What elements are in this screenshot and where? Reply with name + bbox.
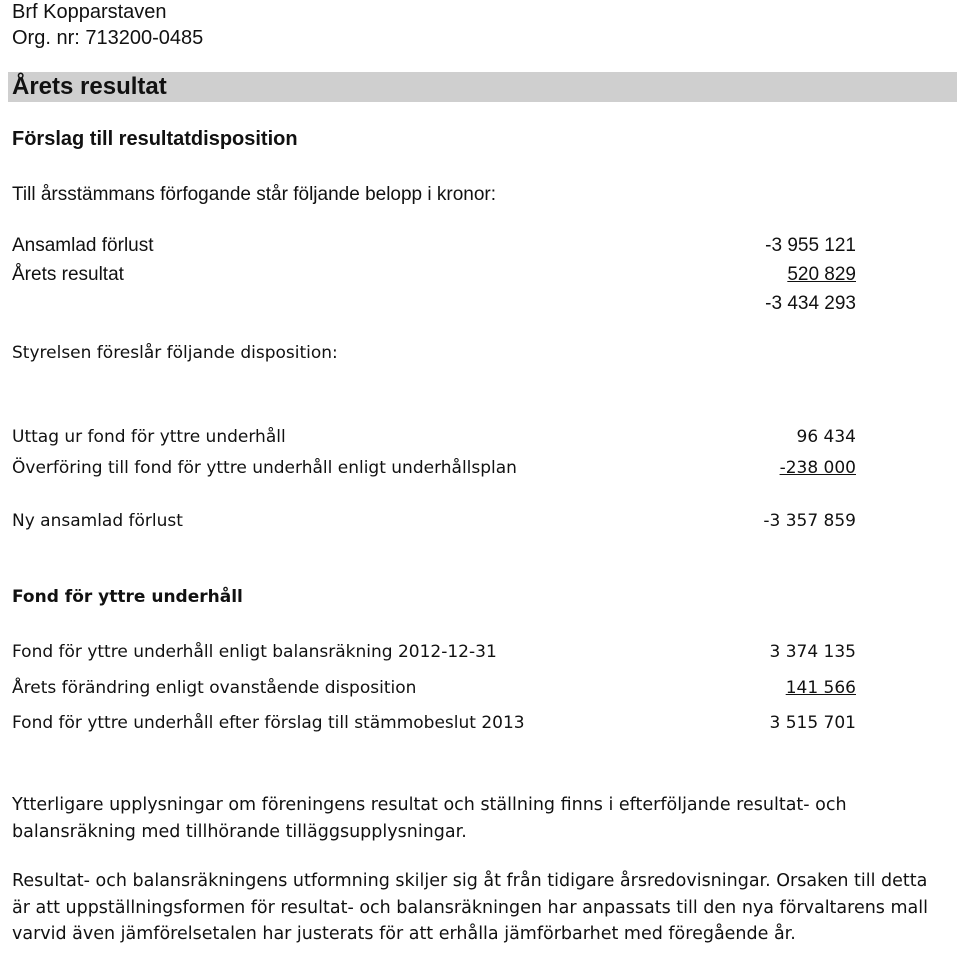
row-label-uttag: Uttag ur fond för yttre underhåll xyxy=(12,427,286,447)
disposition-heading: Förslag till resultatdisposition xyxy=(12,128,298,150)
row-value-ny-ansamlad-forlust: -3 357 859 xyxy=(763,511,856,531)
company-name: Brf Kopparstaven xyxy=(12,1,167,23)
row-label-fond-balansrakning: Fond för yttre underhåll enligt balansräkning 2012-12-31 xyxy=(12,642,497,662)
fund-heading: Fond för yttre underhåll xyxy=(12,587,243,607)
disposition-sum: -3 434 293 xyxy=(765,293,856,314)
notes-paragraph-1: Ytterligare upplysningar om föreningens resultat och ställning finns i efterföljande resultat- och balansräkning med tillhörande tilläggsupplysningar. xyxy=(12,795,847,842)
row-label-ansamlad-forlust: Ansamlad förlust xyxy=(12,235,154,256)
row-label-fond-efter-forslag: Fond för yttre underhåll efter förslag till stämmobeslut 2013 xyxy=(12,713,525,733)
row-label-ny-ansamlad-forlust: Ny ansamlad förlust xyxy=(12,511,183,531)
row-label-arets-resultat: Årets resultat xyxy=(12,264,124,285)
page-title: Årets resultat xyxy=(12,73,167,100)
proposal-heading: Styrelsen föreslår följande disposition: xyxy=(12,343,338,363)
row-value-overforing: -238 000 xyxy=(779,458,856,478)
row-label-arets-forandring: Årets förändring enligt ovanstående disposition xyxy=(12,678,417,698)
row-value-fond-efter-forslag: 3 515 701 xyxy=(769,713,856,733)
row-value-arets-resultat: 520 829 xyxy=(787,264,856,285)
row-value-uttag: 96 434 xyxy=(796,427,856,447)
disposition-intro: Till årsstämmans förfogande står följande belopp i kronor: xyxy=(12,184,497,205)
notes-paragraph-2: Resultat- och balansräkningens utformning skiljer sig åt från tidigare årsredovisningar. Orsaken till detta är att uppställningsformen för resultat- och balansräkningen har anpassats till den nya förvaltarens mall varvid även jämförelsetalen har justerats för att erhålla jämförbarhet med föregående år. xyxy=(12,871,928,944)
org-number: Org. nr: 713200-0485 xyxy=(12,27,204,49)
row-value-ansamlad-forlust: -3 955 121 xyxy=(765,235,856,256)
row-label-overforing: Överföring till fond för yttre underhåll enligt underhållsplan xyxy=(12,458,517,478)
row-value-arets-forandring: 141 566 xyxy=(785,678,856,698)
row-value-fond-balansrakning: 3 374 135 xyxy=(769,642,856,662)
